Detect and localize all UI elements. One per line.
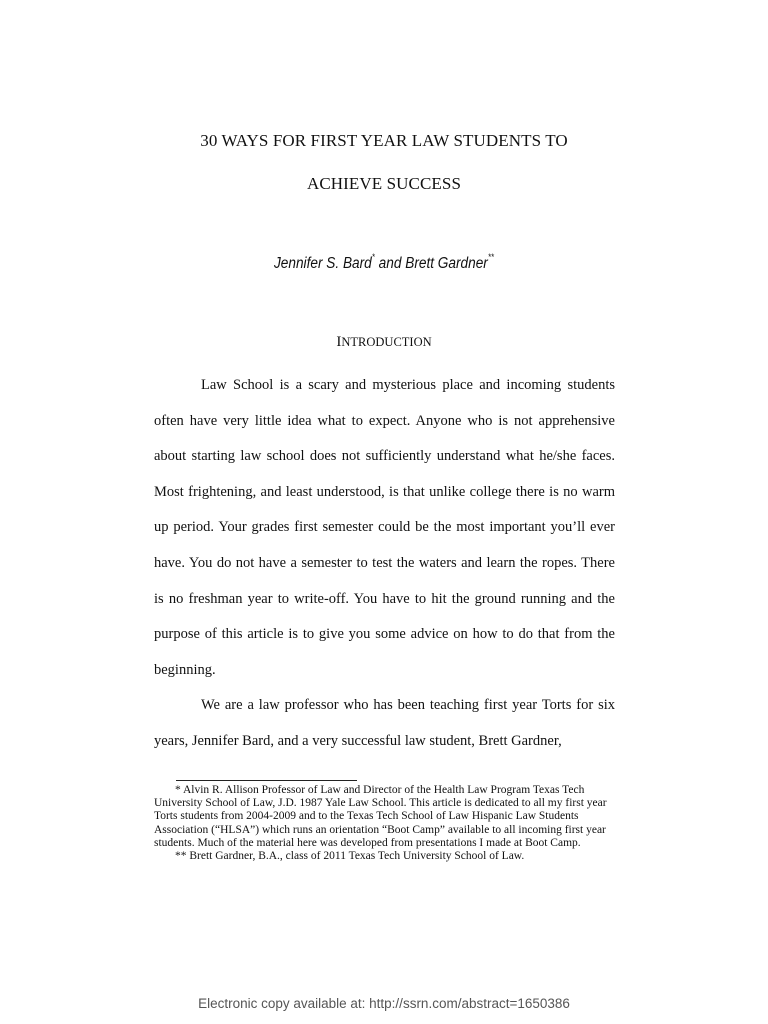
footnote-separator: [176, 780, 357, 781]
paper-title-line-2: ACHIEVE SUCCESS: [306, 174, 462, 193]
author-connector: and: [374, 255, 406, 272]
section-heading-introduction: [0, 334, 768, 351]
footnotes: [154, 784, 616, 863]
ssrn-availability-notice[interactable]: Electronic copy available at: http://ssrn.com/abstract=1650386: [198, 996, 570, 1011]
body-paragraph-2: We are a law professor who has been teaching first year Torts for six years, Jennifer Bard, and a very successful law student, Brett Gardner,: [154, 697, 615, 749]
author-list: [46, 252, 722, 273]
section-heading-initial: I: [336, 334, 342, 350]
body-text: [154, 368, 615, 760]
body-paragraph-1: Law School is a scary and mysterious place and incoming students often have very little idea what to expect. Anyone who is not apprehensive about starting law school does not sufficiently understand what he/she faces. Most frightening, and least understood, is that unlike college there is no warm up period. Your grades first semester could be the most important you’ll ever have. You do not have a semester to test the waters and learn the ropes. There is no freshman year to write-off. You have to hit the ground running and the purpose of this article is to give you some advice on how to do that from the beginning.: [154, 377, 615, 678]
author-name-2: Brett Gardner: [405, 255, 488, 272]
footnote-1: * Alvin R. Allison Professor of Law and Director of the Health Law Program Texas Tech University School of Law, J.D. 1987 Yale Law School. This article is dedicated to all my first year Torts students from 2004-2009 and to the Texas Tech School of Law Hispanic Law Students Association (“HLSA”) which runs an orientation “Boot Camp” available to all incoming first year students. Much of the material here was developed from presentations I made at Boot Camp.: [154, 784, 607, 849]
author-2-footnote-mark[interactable]: **: [487, 252, 495, 262]
section-heading-rest: NTRODUCTION: [341, 335, 432, 349]
footnote-2: ** Brett Gardner, B.A., class of 2011 Texas Tech University School of Law.: [175, 850, 525, 863]
author-1-footnote-mark[interactable]: *: [371, 252, 375, 262]
paper-title-line-1: 30 WAYS FOR FIRST YEAR LAW STUDENTS TO: [200, 131, 568, 150]
author-name-1: Jennifer S. Bard: [273, 255, 372, 272]
